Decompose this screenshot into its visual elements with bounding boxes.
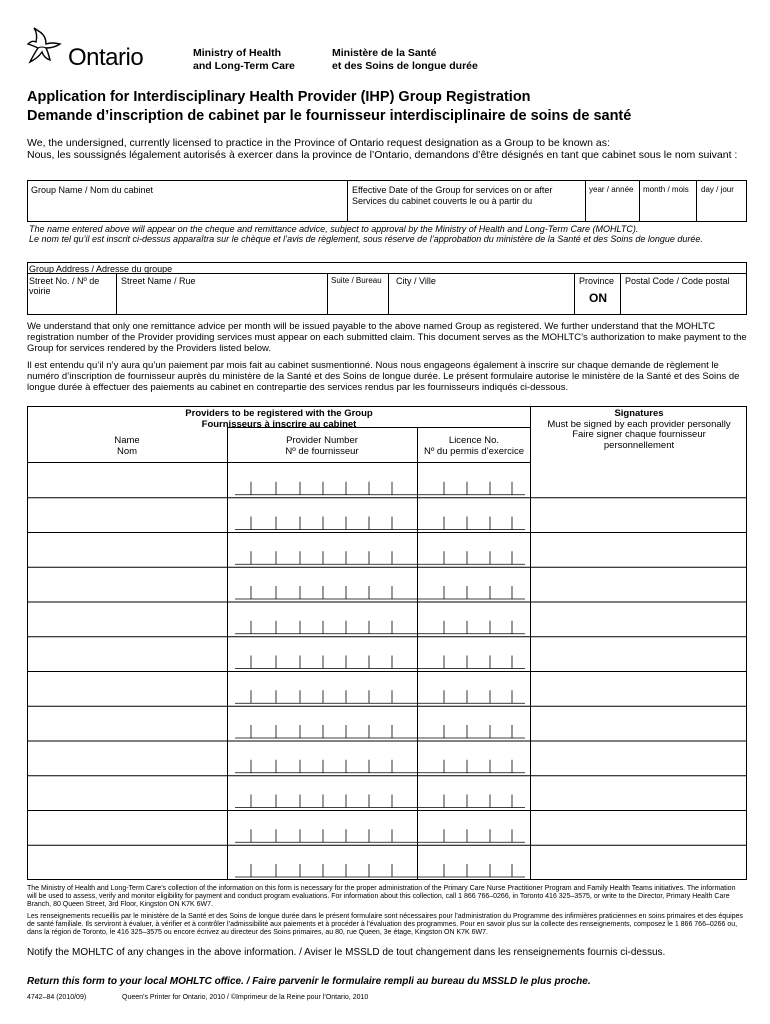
province-label: Province [579, 276, 615, 286]
signatures-column [530, 406, 747, 880]
signatures-header [531, 409, 747, 451]
printer-credit: Queen’s Printer for Ontario, 2010 / ©Imprimeur de la Reine pour l’Ontario, 2010 [122, 994, 369, 1001]
remittance-paragraph-en: We understand that only one remittance advice per month will be issued payable to the above named Group as registered. We further understand that the MOHLTC registration number of the Provider providing services must appear on each submitted claim. This document serves as the MOHLTC’s authorization to make payment to the Group for services rendered by the Providers listed below. [27, 321, 747, 354]
providers-title-fr: Fournisseurs à inscrire au cabinet [201, 418, 357, 430]
provider-number-column [227, 427, 418, 880]
name-col-header [27, 436, 227, 457]
name-col-en: Name [114, 435, 140, 446]
name-notice [29, 224, 744, 244]
ministry-name-en [193, 47, 295, 73]
notify-changes: Notify the MOHLTC of any changes in the above information. / Aviser le MSSLD de tout changement dans les renseignements fournis ci-dessus. [27, 947, 666, 958]
ministry-en-line1: Ministry of Health [193, 47, 282, 59]
providers-title-en: Providers to be registered with the Group [185, 408, 373, 419]
return-instructions: Return this form to your local MOHLTC office. / Faire parvenir le formulaire rempli au bureau du MSSLD le plus proche. [27, 976, 591, 987]
intro-fr: Nous, les soussignés légalement autorisés à exercer dans la province de l’Ontario, demandons d’être désignés en tant que cabinet sous le nom suivant : [27, 149, 738, 161]
licence-col-fr: Nº du permis d’exercice [423, 445, 525, 457]
form-number: 4742–84 (2010/09) [27, 994, 87, 1001]
number-col-en: Provider Number [286, 435, 358, 446]
day-label: day / jour [701, 185, 734, 194]
ministry-en-line2: and Long-Term Care [193, 60, 295, 72]
licence-column [417, 427, 531, 880]
month-label: month / mois [643, 185, 689, 194]
intro-text [27, 137, 747, 161]
effective-date-label-fr: Services du cabinet couverts le ou à partir du [352, 196, 533, 206]
group-name-label: Group Name / Nom du cabinet [31, 185, 154, 195]
ministry-fr-line2: et des Soins de longue durée [332, 60, 478, 72]
address-label: Group Address / Adresse du groupe [29, 264, 173, 274]
ministry-fr-line1: Ministère de la Santé [332, 47, 437, 59]
postal-code-label: Postal Code / Code postal [625, 276, 730, 286]
trillium-icon [24, 24, 68, 68]
street-name-label: Street Name / Rue [121, 276, 196, 286]
ontario-logo [24, 24, 159, 74]
signatures-note-fr-2: personnellement [603, 439, 675, 451]
signatures-title: Signatures [614, 408, 664, 419]
form-title-fr: Demande d’inscription de cabinet par le fournisseur interdisciplinaire de soins de santé [27, 108, 632, 124]
number-col-fr: Nº de fournisseur [285, 445, 359, 457]
ministry-name-fr [332, 47, 478, 73]
signatures-note-en: Must be signed by each provider personally [547, 418, 731, 430]
form-title-en: Application for Interdisciplinary Health Provider (IHP) Group Registration [27, 89, 531, 105]
remittance-paragraph-fr: Il est entendu qu’il n’y aura qu’un paiement par mois fait au cabinet susmentionné. Nous nous engageons également à inscrire sur chaque demande de règlement le numéro d’inscription de fournisseur auprès du ministère de la Santé et des Soins de longue durée. Le présent formulaire autorise le ministère de la Santé et des Soins de longue durée à effectuer des paiements au cabinet en contrepartie des services rendus par les fournisseurs indiqués ci-dessous. [27, 360, 740, 393]
province-value: ON [589, 291, 607, 305]
intro-en: We, the undersigned, currently licensed to practice in the Province of Ontario request designation as a Group to be known as: [27, 137, 610, 149]
notice-en: The name entered above will appear on the cheque and remittance advice, subject to approval by the Ministry of Health and Long-Term Care (MOHLTC). [29, 224, 639, 234]
street-no-label: Street No. / Nº de voirie [29, 276, 100, 296]
effective-date-label-en: Effective Date of the Group for services on or after [352, 185, 553, 195]
licence-col-en: Licence No. [448, 435, 500, 446]
city-label: City / Ville [396, 276, 436, 286]
signatures-note-fr-1: Faire signer chaque fournisseur [572, 429, 706, 440]
name-col-fr: Nom [116, 445, 138, 457]
suite-label: Suite / Bureau [331, 276, 382, 285]
year-label: year / année [589, 185, 634, 194]
collection-notice-en: The Ministry of Health and Long-Term Care’s collection of the information on this form is necessary for the proper administration of the Primary Care Nurse Practitioner Program and Family Health Teams initiatives. The information will be used to assess, verify and monitor eligibility for payment and conduct program evaluations. For information about this collection, call 1 866 766–0266, in Toronto 416 325–3575, or write to the Director, Primary Health Care Branch, 80 Queen Street, 3rd Floor, Kingston ON K7K 6W7. [27, 885, 736, 908]
logo-wordmark: Ontario [68, 44, 144, 71]
collection-notice-fr: Les renseignements recueillis par le ministère de la Santé et des Soins de longue durée dans le présent formulaire sont nécessaires pour l’administration du Programme des infirmières praticiennes en soins primaires et des équipes de santé familiale. Ils serviront à évaluer, à vérifier et à contrôler l’admissibilité aux paiements et à procéder à l’évaluation des programmes. Pour en savoir plus sur la collecte des renseignements, composez le 1 866 766–0266 ou, dans la région de Toronto, le 416 325–3575 ou encore écrivez au directeur des Soins primaires, au 80, rue Queen, 3e étage, Kingston ON K7K 6W7. [27, 913, 743, 936]
notice-fr: Le nom tel qu’il est inscrit ci-dessus apparaîtra sur le chèque et l’avis de règlement, sous réserve de l’approbation du ministère de la Santé et des Soins de longue durée. [29, 234, 703, 244]
